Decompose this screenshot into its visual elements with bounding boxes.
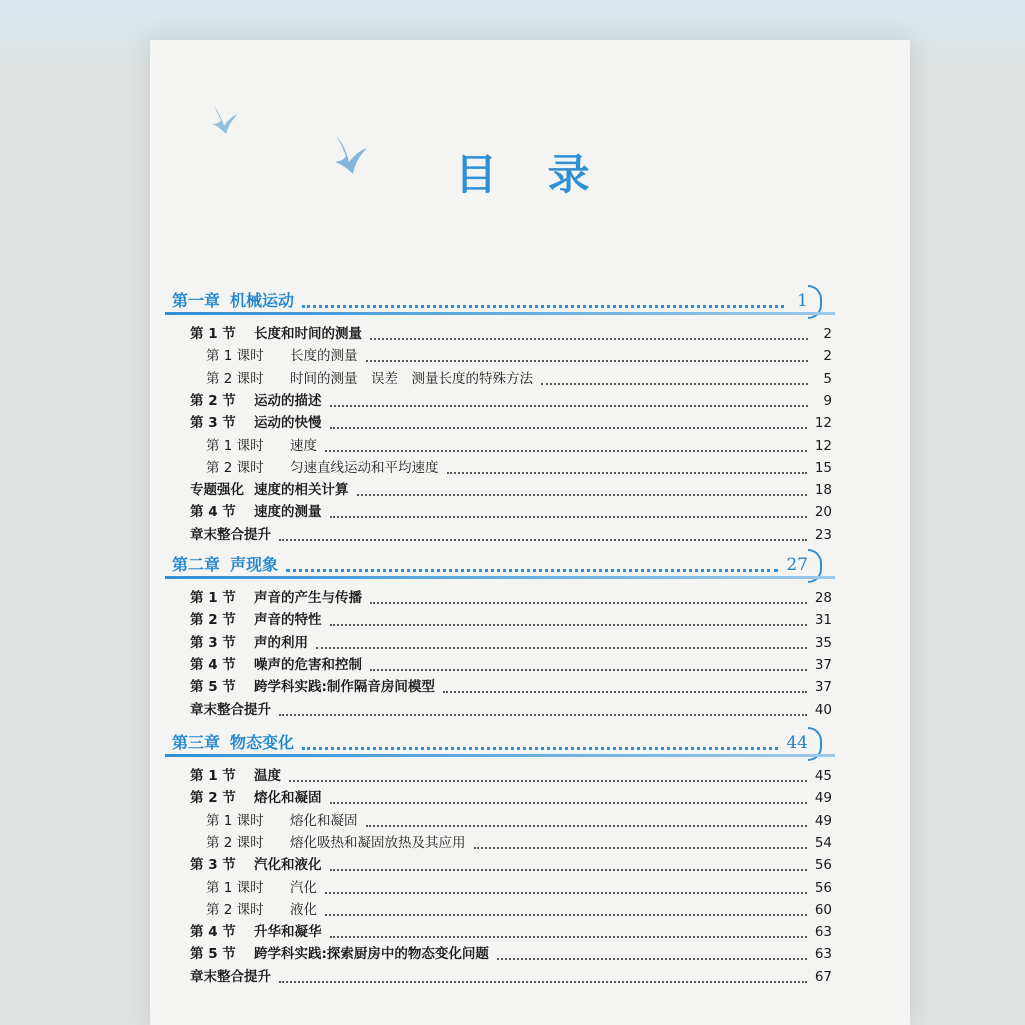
section-entry[interactable] <box>190 764 832 784</box>
entry-number: 第 2 课时 <box>206 901 264 918</box>
entry-title: 汽化 <box>290 879 317 896</box>
dot-leader <box>330 417 807 429</box>
entry-title: 汽化和液化 <box>254 857 322 874</box>
chapter-heading[interactable] <box>172 288 822 311</box>
entry-page-number: 18 <box>814 482 832 499</box>
entry-page-number: 12 <box>814 415 832 432</box>
entry-number: 第 3 节 <box>190 415 236 432</box>
entry-page-number: 63 <box>814 946 832 963</box>
dot-leader <box>541 373 808 385</box>
entry-title: 章末整合提升 <box>190 526 271 543</box>
dot-leader <box>289 770 807 782</box>
entry-title: 熔化和凝固 <box>290 812 358 829</box>
entry-number: 第 4 节 <box>190 656 236 673</box>
entry-page-number: 2 <box>823 326 832 342</box>
entry-title: 液化 <box>290 901 317 918</box>
dot-leader <box>370 592 807 604</box>
entry-number: 第 1 课时 <box>206 348 264 365</box>
entry-title: 速度 <box>290 437 317 454</box>
dot-leader <box>325 440 807 452</box>
entry-page-number: 31 <box>814 612 832 629</box>
entry-page-number: 2 <box>823 348 832 365</box>
dot-leader <box>279 529 807 541</box>
section-entry[interactable] <box>190 411 832 431</box>
entry-number: 第 3 节 <box>190 634 236 651</box>
dot-leader <box>370 659 807 671</box>
entry-title: 声音的产生与传播 <box>254 590 362 606</box>
chapter-underline <box>165 576 835 579</box>
chapter-page-number: 44 <box>786 733 822 753</box>
section-entry[interactable] <box>190 698 832 718</box>
section-entry[interactable] <box>190 853 832 873</box>
entry-title: 长度的测量 <box>290 348 358 365</box>
dot-leader <box>279 704 807 716</box>
dot-leader <box>325 882 807 894</box>
dot-leader <box>330 926 807 938</box>
dot-leader <box>330 792 807 804</box>
entry-page-number: 9 <box>823 392 832 409</box>
chapter-heading[interactable] <box>172 552 822 575</box>
entry-page-number: 56 <box>814 857 832 874</box>
dot-leader <box>302 295 784 308</box>
section-entry[interactable] <box>190 675 832 695</box>
page-title: 目 录 <box>455 150 608 199</box>
section-entry[interactable] <box>190 786 832 806</box>
entry-title: 运动的快慢 <box>254 415 322 432</box>
dot-leader <box>316 637 807 649</box>
entry-title: 温度 <box>254 768 281 784</box>
section-entry[interactable] <box>190 942 832 962</box>
dot-leader <box>330 395 809 407</box>
entry-title: 章末整合提升 <box>190 968 271 985</box>
entry-title: 匀速直线运动和平均速度 <box>290 459 439 476</box>
entry-title: 跨学科实践:制作隔音房间模型 <box>254 679 435 696</box>
entry-number: 第 2 节 <box>190 612 236 629</box>
entry-number: 第 1 课时 <box>206 879 264 896</box>
entry-number: 第 2 课时 <box>206 459 264 476</box>
lesson-entry[interactable] <box>206 367 832 387</box>
entry-page-number: 20 <box>814 504 832 521</box>
chapter-page-number: 1 <box>792 291 822 311</box>
dot-leader <box>366 815 807 827</box>
dot-leader <box>325 904 807 916</box>
entry-number: 第 2 节 <box>190 790 236 807</box>
entry-page-number: 12 <box>814 437 832 454</box>
entry-title: 时间的测量 误差 测量长度的特殊方法 <box>290 370 533 387</box>
lesson-entry[interactable] <box>206 831 832 851</box>
chapter-number: 第一章 <box>172 291 221 310</box>
chapter-number: 第二章 <box>172 555 221 574</box>
section-entry[interactable] <box>190 653 832 673</box>
section-entry[interactable] <box>190 586 832 606</box>
section-entry[interactable] <box>190 523 832 543</box>
entry-page-number: 37 <box>814 679 832 696</box>
entry-page-number: 40 <box>814 701 832 718</box>
section-entry[interactable] <box>190 478 832 498</box>
dot-leader <box>286 559 778 572</box>
entry-number: 第 5 节 <box>190 946 236 963</box>
section-entry[interactable] <box>190 920 832 940</box>
entry-number: 第 1 节 <box>190 590 236 606</box>
entry-number: 第 2 课时 <box>206 834 264 851</box>
dot-leader <box>497 948 807 960</box>
lesson-entry[interactable] <box>206 344 832 364</box>
entry-title: 跨学科实践:探索厨房中的物态变化问题 <box>254 946 489 963</box>
dot-leader <box>443 681 807 693</box>
entry-title: 速度的相关计算 <box>254 482 349 499</box>
entry-title: 升华和凝华 <box>254 924 322 941</box>
section-entry[interactable] <box>190 965 832 985</box>
lesson-entry[interactable] <box>206 898 832 918</box>
entry-title: 声的利用 <box>254 634 308 651</box>
lesson-entry[interactable] <box>206 456 832 476</box>
section-entry[interactable] <box>190 322 832 342</box>
entry-page-number: 63 <box>814 924 832 941</box>
entry-title: 运动的描述 <box>254 392 322 409</box>
entry-number: 第 1 节 <box>190 768 236 784</box>
entry-title: 长度和时间的测量 <box>254 326 362 342</box>
entry-page-number: 35 <box>814 634 832 651</box>
lesson-entry[interactable] <box>206 434 832 454</box>
dot-leader <box>330 614 807 626</box>
entry-number: 第 4 节 <box>190 924 236 941</box>
lesson-entry[interactable] <box>206 809 832 829</box>
entry-page-number: 28 <box>814 590 832 606</box>
dot-leader <box>279 971 807 983</box>
dot-leader <box>357 484 807 496</box>
dot-leader <box>447 462 807 474</box>
dot-leader <box>370 328 808 340</box>
chapter-title: 机械运动 <box>230 291 295 310</box>
entry-title: 声音的特性 <box>254 612 322 629</box>
section-entry[interactable] <box>190 608 832 628</box>
entry-title: 熔化吸热和凝固放热及其应用 <box>290 834 466 851</box>
chapter-heading[interactable] <box>172 730 822 753</box>
entry-page-number: 45 <box>814 768 832 784</box>
chapter-title: 物态变化 <box>230 733 295 752</box>
entry-page-number: 37 <box>814 656 832 673</box>
entry-page-number: 23 <box>814 526 832 543</box>
entry-number: 专题强化 <box>190 482 244 499</box>
entry-page-number: 60 <box>814 901 832 918</box>
entry-page-number: 49 <box>814 790 832 807</box>
entry-page-number: 67 <box>814 968 832 985</box>
entry-title: 章末整合提升 <box>190 701 271 718</box>
entry-number: 第 1 课时 <box>206 437 264 454</box>
dot-leader <box>366 350 809 362</box>
entry-number: 第 1 节 <box>190 326 236 342</box>
entry-number: 第 2 课时 <box>206 370 264 387</box>
entry-number: 第 3 节 <box>190 857 236 874</box>
chapter-underline <box>165 754 835 757</box>
entry-page-number: 5 <box>823 370 832 387</box>
entry-number: 第 1 课时 <box>206 812 264 829</box>
entry-number: 第 4 节 <box>190 504 236 521</box>
section-entry[interactable] <box>190 631 832 651</box>
lesson-entry[interactable] <box>206 876 832 896</box>
chapter-number: 第三章 <box>172 733 221 752</box>
entry-page-number: 54 <box>814 834 832 851</box>
entry-page-number: 56 <box>814 879 832 896</box>
entry-page-number: 15 <box>814 459 832 476</box>
dot-leader <box>302 737 778 750</box>
entry-title: 速度的测量 <box>254 504 322 521</box>
dot-leader <box>474 837 807 849</box>
section-entry[interactable] <box>190 389 832 409</box>
entry-number: 第 5 节 <box>190 679 236 696</box>
chapter-underline <box>165 312 835 315</box>
entry-number: 第 2 节 <box>190 392 236 409</box>
entry-page-number: 49 <box>814 812 832 829</box>
entry-title: 熔化和凝固 <box>254 790 322 807</box>
dot-leader <box>330 859 807 871</box>
entry-title: 噪声的危害和控制 <box>254 656 362 673</box>
dot-leader <box>330 506 807 518</box>
chapter-title: 声现象 <box>230 555 279 574</box>
chapter-page-number: 27 <box>786 555 822 575</box>
section-entry[interactable] <box>190 500 832 520</box>
